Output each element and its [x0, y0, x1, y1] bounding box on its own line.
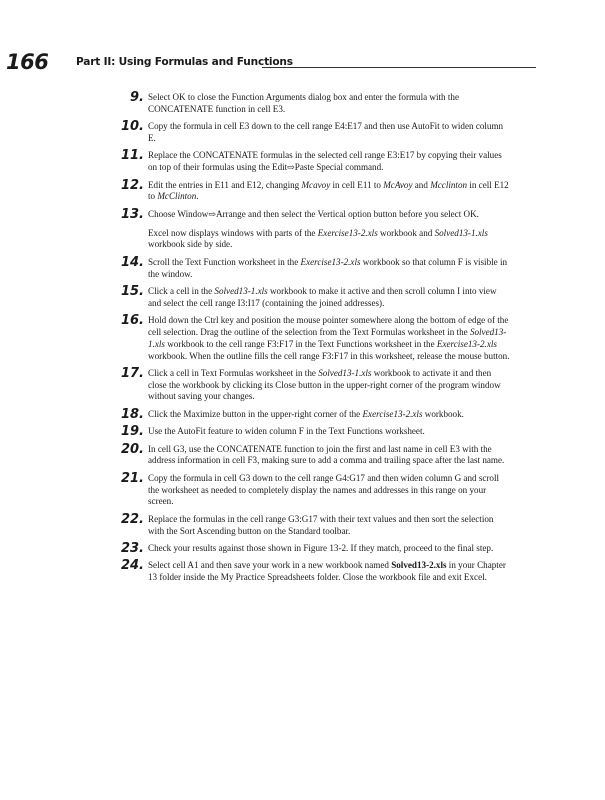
page-number: 166	[6, 50, 49, 74]
step-followup-text: Excel now displays windows with parts of the Exercise13-2.xls workbook and Solved13-1.xls workbook side by side.	[148, 227, 488, 250]
part-title: Part II: Using Formulas and Functions	[76, 56, 293, 68]
step-15	[0, 283, 605, 310]
step-text: Use the AutoFit feature to widen column F in the Text Functions worksheet.	[148, 426, 425, 437]
step-text: In cell G3, use the CONCATENATE function to join the first and last name in cell E3 with the address information in cell F3, making sure to add a comma and trailing space after the last name.	[148, 443, 505, 466]
step-number: 9.	[130, 90, 144, 105]
step-number: 21.	[120, 470, 144, 486]
step-text: Scroll the Text Function worksheet in the Exercise13-2.xls workbook so that column F is visible in the window.	[148, 256, 508, 279]
step-text: Click a cell in Text Formulas worksheet in the Solved13-1.xls workbook to activate it and then close the workbook by clicking its Close button in the upper-right corner of the program window without saving your changes.	[148, 367, 501, 402]
step-21	[0, 470, 605, 508]
step-11	[0, 150, 605, 174]
step-text: Click the Maximize button in the upper-right corner of the Exercise13-2.xls workbook.	[148, 408, 464, 419]
step-13	[0, 206, 605, 251]
step-24	[0, 560, 605, 584]
step-number: 19.	[120, 424, 144, 440]
step-number: 22.	[120, 511, 144, 527]
step-number: 24.	[120, 558, 144, 574]
step-text: Replace the CONCATENATE formulas in the selected cell range E3:E17 by copying their values on top of their formulas using the Edit⇨Paste Special command.	[148, 150, 502, 173]
step-23	[0, 543, 605, 555]
step-number: 10.	[120, 119, 144, 135]
step-text: Select OK to close the Function Arguments dialog box and enter the formula with the CONCATENATE function in cell E3.	[148, 92, 459, 114]
step-text: Select cell A1 and then save your work in a new workbook named Solved13-2.xls in your Chapter 13 folder inside the My Practice Spreadsheets folder. Close the workbook file and exit Excel.	[148, 560, 506, 583]
step-16	[0, 315, 605, 362]
step-number: 18.	[120, 406, 144, 422]
step-number: 11.	[120, 148, 144, 164]
step-number: 15.	[120, 283, 144, 299]
step-number: 12.	[120, 177, 144, 193]
step-text: Choose Window⇨Arrange and then select the Vertical option button before you select OK.	[148, 208, 479, 219]
step-number: 16.	[120, 313, 144, 329]
page-header	[0, 48, 605, 74]
step-text: Edit the entries in E11 and E12, changing Mcavoy in cell E11 to McAvoy and Mcclinton in cell E12 to McClinton.	[148, 179, 509, 202]
step-number: 20.	[120, 441, 144, 457]
step-19	[0, 426, 605, 438]
step-10	[0, 121, 605, 145]
step-text: Copy the formula in cell G3 down to the cell range G4:G17 and then widen column G and scroll the worksheet as needed to completely display the names and addresses in this range on your screen.	[148, 472, 500, 507]
step-text: Hold down the Ctrl key and position the mouse pointer somewhere along the bottom of edge of the cell selection. Drag the outline of the selection from the Text Formulas worksheet in the Solved13-1.xls workbook to the cell range F3:F17 in the Text Functions worksheet in the Exercise13-2.xls workbook. When the outline fills the cell range F3:F17 in this worksheet, release the mouse button.	[148, 315, 510, 361]
step-number: 13.	[120, 206, 144, 222]
step-text: Copy the formula in cell E3 down to the cell range E4:E17 and then use AutoFit to widen column E.	[148, 121, 504, 143]
step-text: Check your results against those shown in Figure 13-2. If they match, proceed to the final step.	[148, 543, 494, 554]
step-text: Replace the formulas in the cell range G3:G17 with their text values and then sort the selection with the Sort Ascending button on the Standard toolbar.	[148, 513, 494, 536]
step-20	[0, 441, 605, 468]
step-14	[0, 254, 605, 281]
step-number: 17.	[120, 365, 144, 381]
step-number: 14.	[120, 254, 144, 270]
step-18	[0, 406, 605, 422]
step-number: 23.	[120, 541, 144, 557]
step-list	[0, 92, 605, 590]
step-17	[0, 365, 605, 403]
step-12	[0, 177, 605, 204]
header-rule	[262, 67, 536, 68]
step-text: Click a cell in the Solved13-1.xls workbook to make it active and then scroll column I into view and select the cell range I3:I17 (containing the joined addresses).	[148, 285, 497, 308]
step-22	[0, 511, 605, 538]
step-9	[0, 92, 605, 116]
